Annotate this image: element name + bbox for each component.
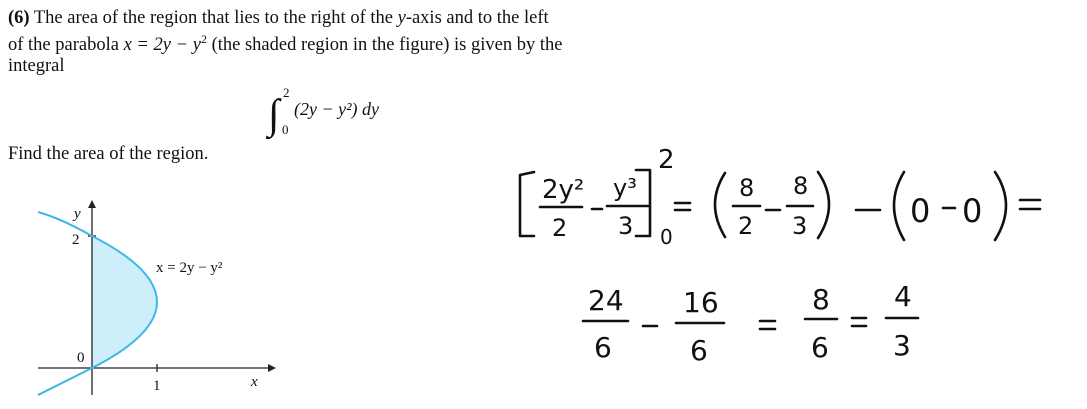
tick-x1-label: 1 (153, 378, 161, 394)
hw-lower-limit: 0 (660, 225, 673, 249)
hw-zero-a: 0 (910, 192, 931, 230)
problem-text-2b: (the shaded region in the figure) is given by the (206, 35, 563, 56)
origin-label: 0 (77, 350, 85, 366)
integral-upper-limit: 2 (283, 85, 290, 100)
hw-term2-den: 3 (618, 212, 634, 240)
integral-sign: ∫ (268, 92, 280, 138)
hw-part1-den: 2 (738, 212, 754, 240)
parabola-figure (38, 200, 276, 395)
x-axis-arrow (268, 364, 276, 372)
hw-paren-close-2 (995, 172, 1006, 240)
curve-label: x = 2y − y² (156, 260, 223, 276)
hw-part2-den: 3 (792, 212, 808, 240)
parabola-equation: x = 2y − y (123, 35, 201, 56)
problem-number: (6) (8, 8, 30, 28)
x-axis-label: x (251, 374, 258, 390)
hw-frac4-num: 4 (894, 280, 912, 313)
hw-zero-b: 0 (962, 192, 983, 230)
hw-part1-num: 8 (739, 174, 755, 202)
hw-part2-num: 8 (793, 172, 809, 200)
equation-exponent: 2 (200, 32, 207, 46)
hw-frac2-num: 16 (683, 286, 719, 319)
problem-text-2a: of the parabola (8, 35, 124, 56)
hw-upper-limit: 2 (658, 145, 675, 175)
hw-paren-open-2 (894, 172, 904, 240)
problem-text-1b: -axis and to the left (405, 8, 549, 28)
right-bracket (636, 170, 650, 236)
hw-frac2-den: 6 (690, 334, 708, 367)
tick-y2-label: 2 (72, 232, 80, 248)
y-axis-label: y (74, 206, 81, 222)
left-bracket (520, 172, 534, 236)
integral-expression (265, 85, 379, 140)
problem-line-3: integral (8, 56, 65, 77)
hw-frac3-num: 8 (812, 283, 830, 316)
var-y: y (397, 8, 406, 28)
y-axis-arrow (88, 200, 96, 208)
hw-paren-close-1 (818, 172, 829, 238)
hw-frac3-den: 6 (811, 331, 829, 364)
handwritten-line-1 (520, 145, 1040, 249)
hw-paren-open-1 (715, 173, 725, 237)
hw-term1-den: 2 (552, 214, 568, 242)
problem-text-1a: The area of the region that lies to the right of the (33, 8, 398, 28)
integrand: (2y − y²) dy (294, 99, 379, 119)
handwritten-line-2 (583, 280, 918, 367)
hw-frac1-num: 24 (588, 284, 624, 317)
hw-term2-num: y³ (613, 174, 637, 202)
hw-frac4-den: 3 (893, 329, 911, 362)
find-area-prompt: Find the area of the region. (8, 144, 209, 164)
integral-lower-limit: 0 (282, 122, 289, 137)
hw-term1-num: 2y² (542, 175, 585, 205)
hw-frac1-den: 6 (594, 331, 612, 364)
